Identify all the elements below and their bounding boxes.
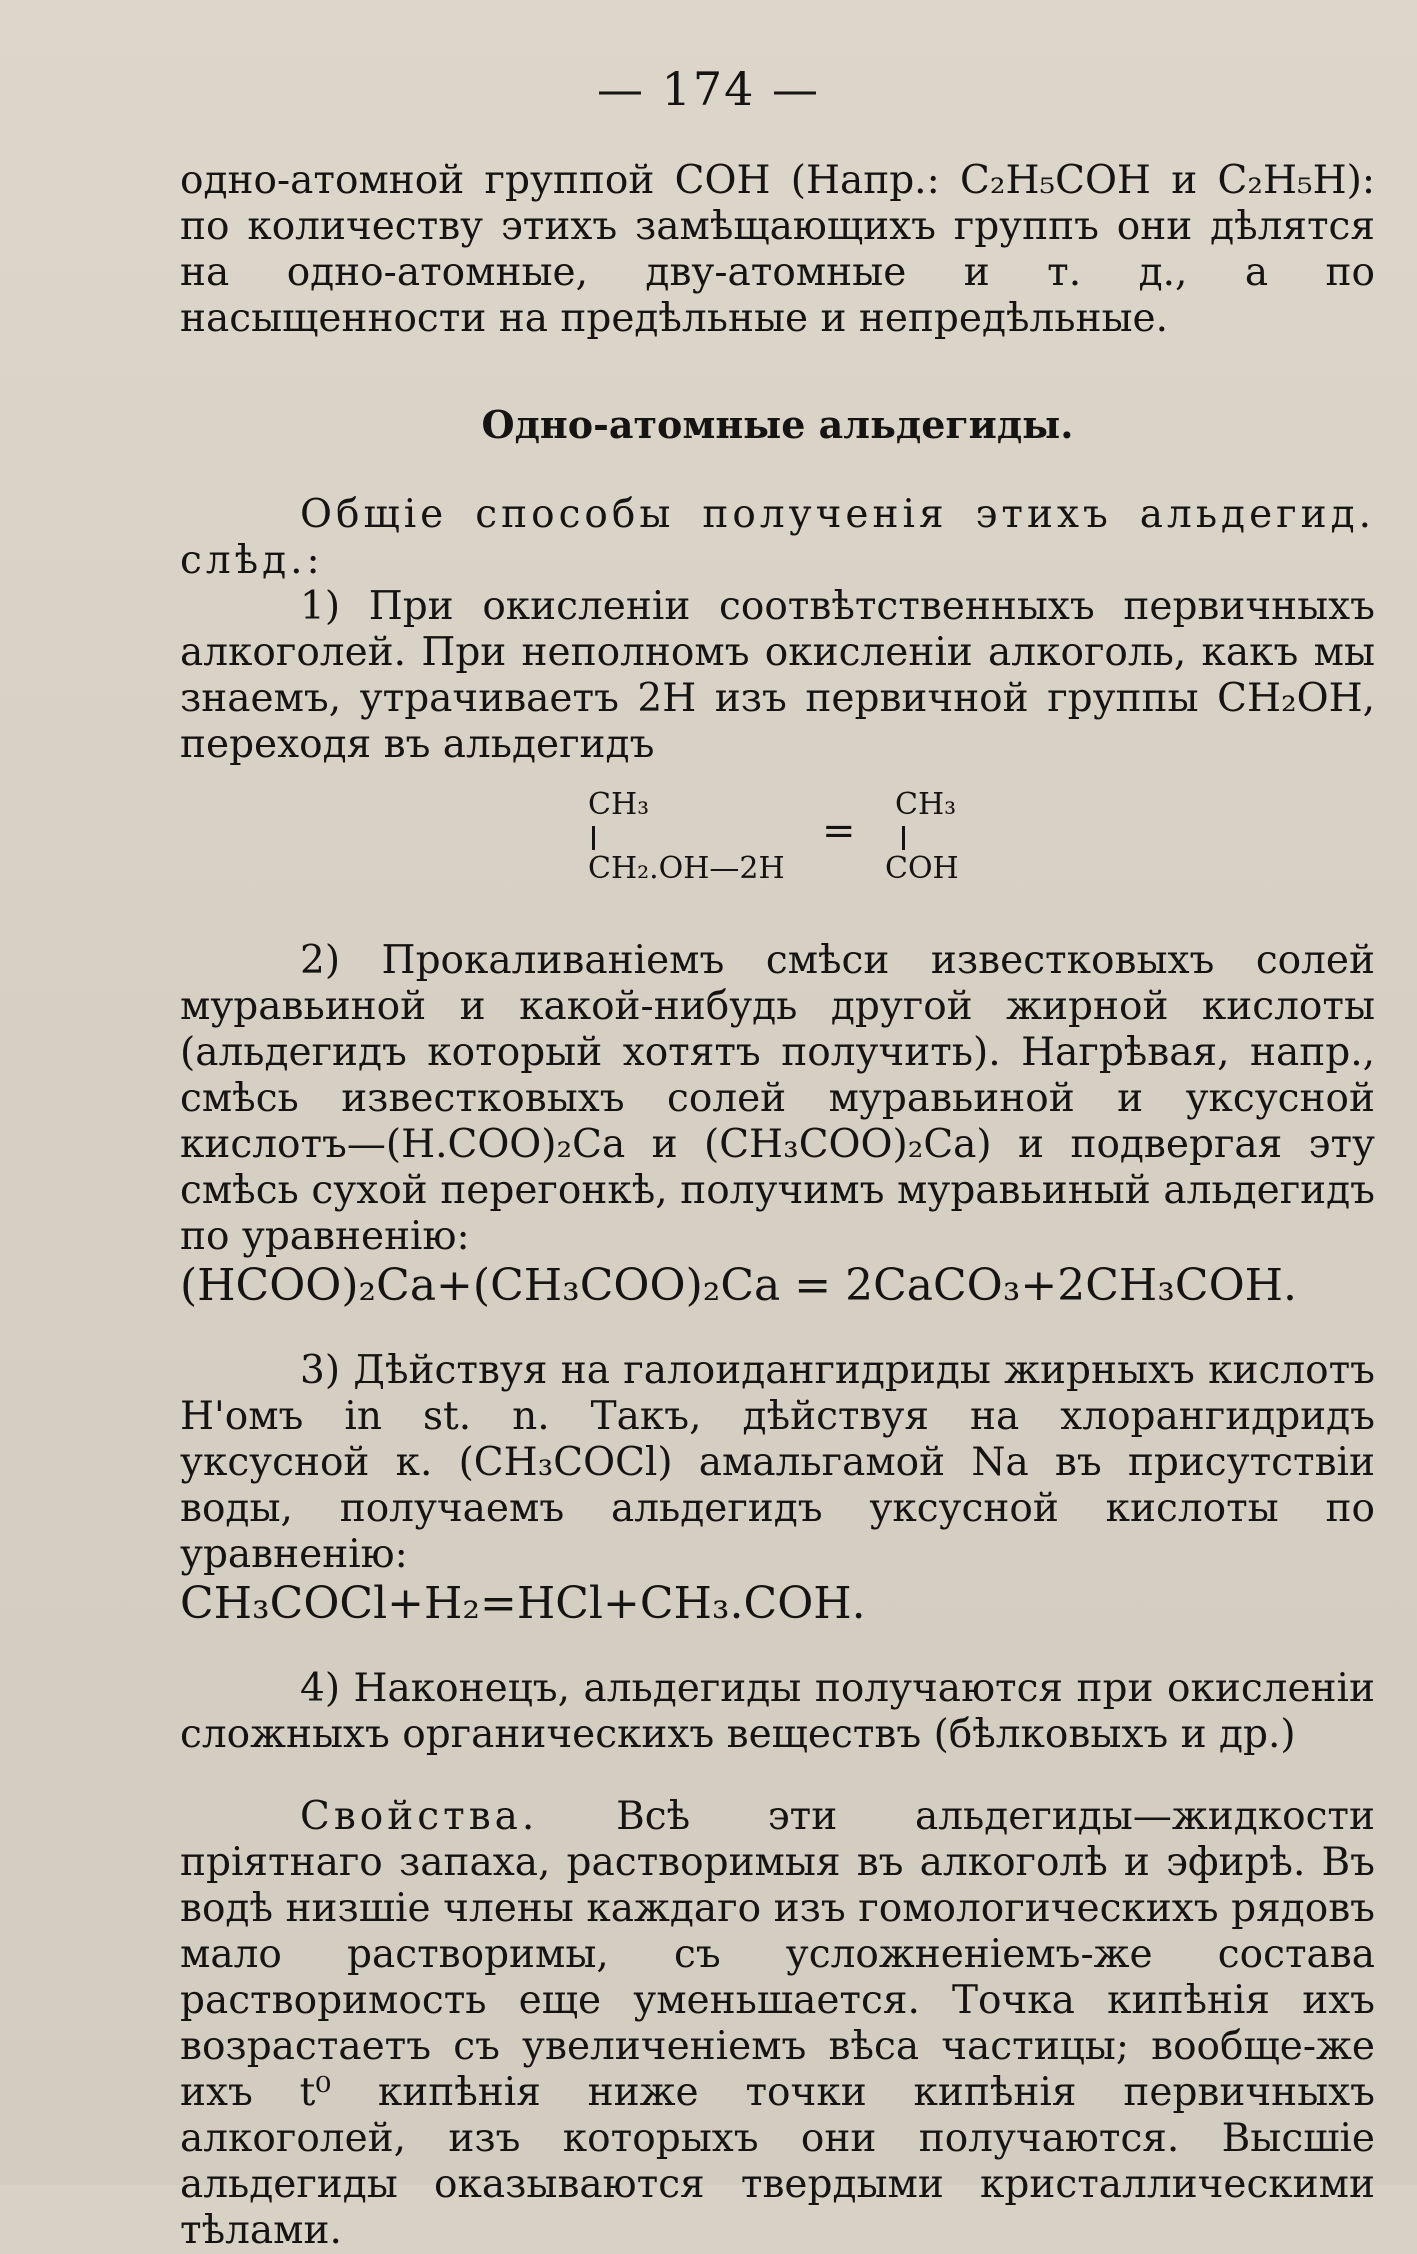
formula-right-top: CH₃ [895, 787, 957, 822]
text-column [180, 158, 1375, 2254]
formula-right-bottom: COH [885, 851, 959, 886]
method-1-paragraph: 1) При окисленіи соотвѣтственныхъ первичныхъ алкоголей. При неполномъ окисленіи алкоголь, какъ мы знаемъ, утрачиваетъ 2Н изъ первичной группы СН₂ОН, переходя въ альдегидъ [180, 584, 1375, 767]
properties-text: Всѣ эти альдегиды—жидкости пріятнаго запаха, растворимыя въ алкоголѣ и эфирѣ. Въ водѣ низшіе члены каждаго изъ гомологическихъ рядовъ мало растворимы, съ усложненіемъ-же состава растворимость еще уменьшается. Точка кипѣнія ихъ возрастаетъ съ увеличеніемъ вѣса частицы; вообще-же ихъ t⁰ кипѣнія ниже точки кипѣнія первичныхъ алкоголей, изъ которыхъ они получаются. Высшіе альдегиды оказываются твердыми кристаллическими тѣлами. [180, 1794, 1375, 2253]
formula-left-bond [592, 826, 595, 850]
formula-right-bond [902, 826, 905, 850]
properties-paragraph [180, 1794, 1375, 2254]
formula-left-top: CH₃ [588, 787, 650, 822]
methods-intro: Общіе способы полученія этихъ альдегид. слѣд.: [180, 492, 1375, 583]
formula-left-bottom: CH₂.OH—2H [588, 851, 785, 886]
method-3-equation: CH₃COCl+H₂=HCl+CH₃.COH. [180, 1578, 866, 1629]
method-4-paragraph: 4) Наконецъ, альдегиды получаются при окисленіи сложныхъ органическихъ веществъ (бѣлковыхъ и др.) [180, 1666, 1375, 1757]
properties-label: Свойства. [300, 1794, 539, 1839]
method-2-equation: (HCOO)₂Ca+(CH₃COO)₂Ca = 2CaCO₃+2CH₃COH. [180, 1260, 1298, 1311]
formula-equals: = [822, 808, 856, 854]
page-number: — 174 — [596, 62, 821, 116]
method-2-paragraph: 2) Прокаливаніемъ смѣси известковыхъ солей муравьиной и какой-нибудь другой жирной кислоты (альдегидъ который хотятъ получить). Нагрѣвая, напр., смѣсь известковыхъ солей муравьиной и уксусной кислотъ—(Н.СОО)₂Са и (СН₃СОО)₂Са) и подвергая эту смѣсь сухой перегонкѣ, получимъ муравьиный альдегидъ по уравненію: [180, 938, 1375, 1259]
method-3-paragraph: 3) Дѣйствуя на галоидангидриды жирныхъ кислотъ Н'омъ in st. n. Такъ, дѣйствуя на хлорангидридъ уксусной к. (СН₃СОСl) амальгамой Na въ присутствіи воды, получаемъ альдегидъ уксусной кислоты по уравненію: [180, 1348, 1375, 1577]
section-heading: Одно-атомные альдегиды. [481, 402, 1074, 447]
reaction-formula [180, 788, 1375, 908]
intro-paragraph: одно-атомной группой СОН (Напр.: С₂Н₅СОН и С₂Н₅Н): по количеству этихъ замѣщающихъ группъ они дѣлятся на одно-атомные, дву-атомные и т. д., а по насыщенности на предѣльные и непредѣльные. [180, 158, 1375, 341]
